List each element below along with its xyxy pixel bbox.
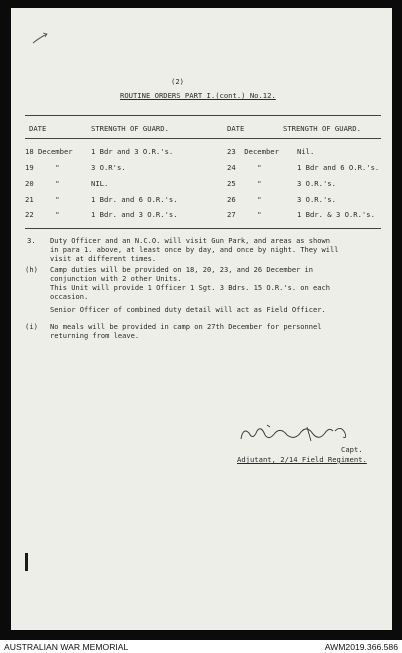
document-page [11,8,392,630]
row-guard-left: 3 O.R's. [91,163,126,172]
para-3-label: 3. [27,236,36,245]
row-date-left: 18 December [25,147,73,156]
row-date-right: 23 December [227,147,279,156]
para-i-text: No meals will be provided in camp on 27th December for personnel returning from leave. [50,322,322,341]
para-h-label: (h) [25,265,38,274]
row-date-left: 21 " [25,195,60,204]
row-date-right: 27 " [227,210,262,219]
page-number: (2) [171,77,184,86]
row-guard-right: 3 O.R.'s. [297,195,336,204]
archive-footer [0,640,402,653]
row-date-right: 24 " [227,163,262,172]
para-h-text: Camp duties will be provided on 18, 20, 23, and 26 December in conjunction with 2 other Units. This Unit will provide 1 Officer 1 Sgt. 3 Bdrs. 15 O.R.'s. on each occasion. [50,265,331,302]
signature-appointment: Adjutant, 2/14 Field Regiment. [237,455,367,464]
header-guard-left: STRENGTH OF GUARD. [91,124,169,133]
margin-ink-mark [25,553,28,571]
footer-institution: AUSTRALIAN WAR MEMORIAL [4,642,129,652]
header-guard-right: STRENGTH OF GUARD. [283,124,361,133]
row-guard-right: 1 Bdr. & 3 O.R.'s. [297,210,375,219]
table-header-rule [25,138,381,139]
row-date-left: 22 " [25,210,60,219]
row-guard-right: 3 O.R.'s. [297,179,336,188]
margin-pencil-mark [31,30,51,46]
header-date-right: DATE [227,124,245,133]
row-guard-left: 1 Bdr. and 3 O.R.'s. [91,210,178,219]
document-title: ROUTINE ORDERS PART I.(cont.) No.12. [120,91,276,100]
row-date-right: 25 " [227,179,262,188]
para-i-label: (i) [25,322,38,331]
footer-accession: AWM2019.366.586 [324,642,398,652]
row-date-right: 26 " [227,195,262,204]
row-date-left: 19 " [25,163,60,172]
row-guard-left: 1 Bdr. and 6 O.R.'s. [91,195,178,204]
handwritten-signature [237,421,367,445]
row-guard-right: 1 Bdr and 6 O.R.'s. [297,163,380,172]
row-guard-left: 1 Bdr and 3 O.R.'s. [91,147,174,156]
header-date-left: DATE [29,124,47,133]
senior-officer-note: Senior Officer of combined duty detail will act as Field Officer. [50,305,326,314]
table-bottom-rule [25,228,381,229]
row-guard-left: NIL. [91,179,109,188]
para-3-text: Duty Officer and an N.C.O. will visit Gun Park, and areas as shown in para 1. above, at least once by day, and once by night. They will visit at different times. [50,236,339,264]
row-date-left: 20 " [25,179,60,188]
row-guard-right: Nil. [297,147,315,156]
signature-rank: Capt. [341,445,363,454]
table-top-rule [25,115,381,116]
